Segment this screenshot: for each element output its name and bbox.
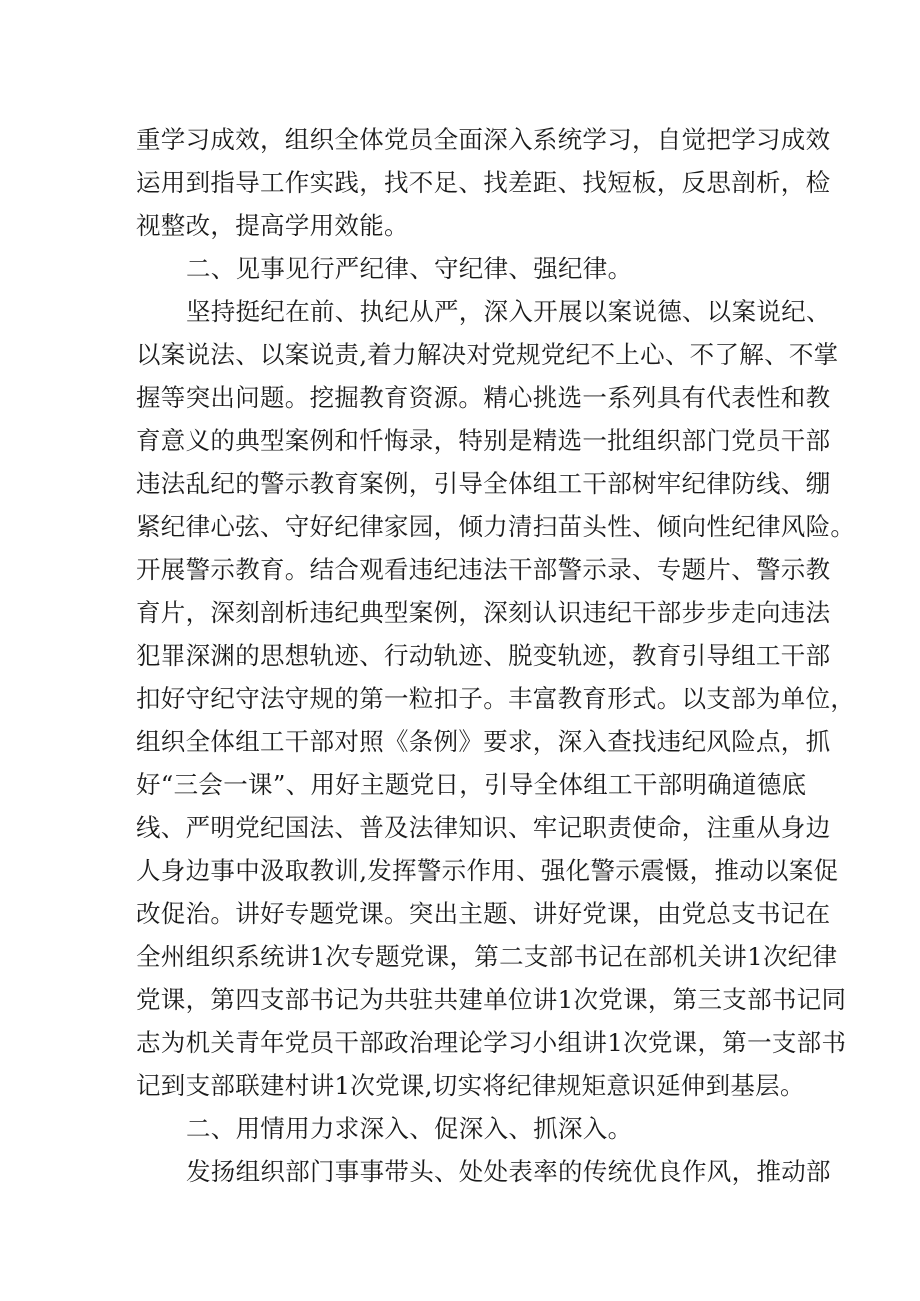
body-line: 握等突出问题。挖掘教育资源。精心挑选一系列具有代表性和教	[136, 383, 831, 412]
body-line: 好“三会一课”、用好主题党日，引导全体组工干部明确道德底	[136, 770, 807, 799]
body-line: 开展警示教育。结合观看违纪违法干部警示录、专题片、警示教	[136, 555, 831, 584]
body-line: 重学习成效，组织全体党员全面深入系统学习，自觉把学习成效	[136, 125, 831, 154]
section-heading: 二、见事见行严纪律、守纪律、强纪律。	[186, 254, 633, 283]
body-line: 育意义的典型案例和忏悔录，特别是精选一批组织部门党员干部	[136, 426, 831, 455]
body-line: 改促治。讲好专题党课。突出主题、讲好党课，由党总支书记在	[136, 899, 831, 928]
body-line: 全州组织系统讲1次专题党课，第二支部书记在部机关讲1次纪律	[136, 942, 838, 971]
body-line: 记到支部联建村讲1次党课,切实将纪律规矩意识延伸到基层。	[136, 1071, 805, 1100]
paragraph-start-line: 坚持挺纪在前、执纪从严，深入开展以案说德、以案说纪、	[186, 297, 831, 326]
body-line: 紧纪律心弦、守好纪律家园，倾力清扫苗头性、倾向性纪律风险。	[136, 512, 856, 541]
body-line: 志为机关青年党员干部政治理论学习小组讲1次党课，第一支部书	[136, 1028, 847, 1057]
body-line: 线、严明党纪国法、普及法律知识、牢记职责使命，注重从身边	[136, 813, 831, 842]
body-line: 党课，第四支部书记为共驻共建单位讲1次党课，第三支部书记同	[136, 985, 847, 1014]
body-line: 人身边事中汲取教训,发挥警示作用、强化警示震慑，推动以案促	[136, 856, 839, 885]
paragraph-start-line: 发扬组织部门事事带头、处处表率的传统优良作风，推动部	[186, 1157, 831, 1186]
section-heading: 二、用情用力求深入、促深入、抓深入。	[186, 1114, 633, 1143]
body-line: 组织全体组工干部对照《条例》要求，深入查找违纪风险点，抓	[136, 727, 831, 756]
body-line: 以案说法、以案说责,着力解决对党规党纪不上心、不了解、不掌	[136, 340, 839, 369]
body-line: 运用到指导工作实践，找不足、找差距、找短板，反思剖析，检	[136, 168, 831, 197]
body-line: 违法乱纪的警示教育案例，引导全体组工干部树牢纪律防线、绷	[136, 469, 831, 498]
body-line: 犯罪深渊的思想轨迹、行动轨迹、脱变轨迹，教育引导组工干部	[136, 641, 831, 670]
body-line: 视整改，提高学用效能。	[136, 211, 409, 240]
body-line: 育片，深刻剖析违纪典型案例，深刻认识违纪干部步步走向违法	[136, 598, 831, 627]
body-line: 扣好守纪守法守规的第一粒扣子。丰富教育形式。以支部为单位，	[136, 684, 856, 713]
